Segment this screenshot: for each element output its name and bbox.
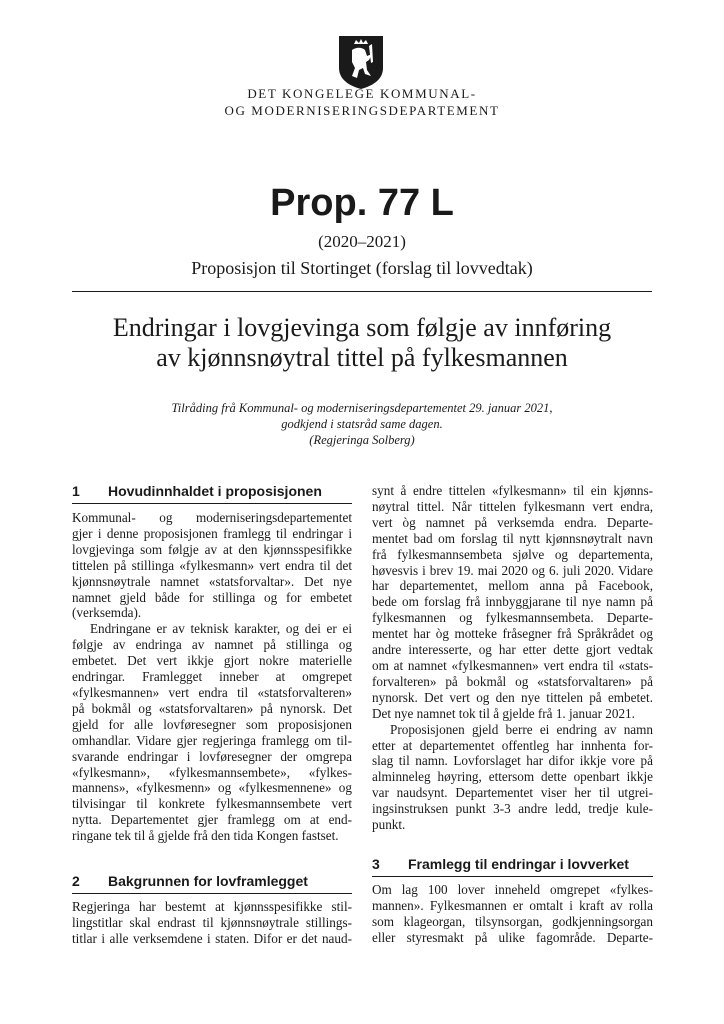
text-line: Regjeringa har bestemt at kjønnsspesifikke stil- <box>72 899 352 914</box>
section-1-body <box>72 510 352 844</box>
text-line: nynorsk. Det vert og den nye tittelen på embetet. <box>372 689 653 705</box>
text-line: svarande endringar i lovføresegner der omgrepa <box>72 748 352 764</box>
section-2-title: Bakgrunnen for lovframlegget <box>108 873 308 889</box>
section-2-body-continued <box>372 483 653 833</box>
text-line: frå fylkesmannsembeta sjølve og departementa, <box>372 546 653 562</box>
section-1-number: 1 <box>72 483 80 499</box>
text-line: etter at departementet offentleg har innhenta for- <box>372 737 653 753</box>
text-line: nytta. Departementet gjer framlegg om at end- <box>72 812 352 828</box>
text-line: endringar. Framlegget inneber at omgrepet <box>72 669 352 685</box>
section-2-heading <box>72 873 352 891</box>
text-line: titlar i alle verksemdene i staten. Difor er det naud- <box>72 930 352 946</box>
text-line: var naudsynt. Departementet viser her til utgrei- <box>372 785 653 801</box>
text-line: Proposisjonen gjeld berre ei endring av namn <box>390 721 653 737</box>
text-line: lingstitlar skal endrast til kjønnsnøytrale stillings- <box>72 914 352 930</box>
text-line: tittelen på stillinga «fylkesmann» vert endra til det <box>72 557 352 573</box>
section-2-number: 2 <box>72 873 80 889</box>
text-line: embetet. Det vert ikkje gjort nokre materielle <box>72 653 352 669</box>
text-line: andre interesserte, og har etter dette gjort vedtak <box>372 642 653 658</box>
department-name-line-1: DET KONGELEGE KOMMUNAL- <box>247 86 477 101</box>
text-line: på bokmål og «statsforvaltaren» på nynorsk. Det <box>72 700 352 716</box>
text-line: «fylkesmannen» vert endra til «statsforvalteren» <box>72 684 352 700</box>
text-line: lovgjevinga som følgje av at den kjønnsspesifikke <box>72 541 352 557</box>
section-1-title: Hovudinnhaldet i proposisjonen <box>108 483 322 499</box>
section-2-body-start <box>72 899 352 949</box>
title-divider <box>72 291 652 292</box>
text-line: om at namnet «fylkesmannen» vert endra til «stats- <box>372 657 653 673</box>
meta-line-1: Tilråding frå Kommunal- og moderniseringsdepartementet 29. januar 2021, <box>171 401 553 415</box>
text-line: forvalteren» på bokmål og «statsforvaltaren» på <box>372 673 653 689</box>
text-line: har departementet, mellom anna på Facebook, <box>372 578 653 594</box>
meta-line-2: godkjend i statsråd same dagen. <box>281 417 443 431</box>
text-line: mentet har òg motteke fråsegner frå Språkrådet og <box>372 626 653 642</box>
text-line: fylkesmannen og fylkesmannsembeta. Departe- <box>372 610 653 626</box>
text-line: punkt. <box>372 817 406 833</box>
text-line: vert òg namnet på verksemda endra. Departe- <box>372 514 653 530</box>
document-title <box>60 313 664 373</box>
section-3-number: 3 <box>372 856 380 872</box>
text-line: mentet bad om forslag til nytt kjønnsnøytralt navn <box>372 530 653 546</box>
text-line: gjeld for alle lovføresegner som proposisjonen <box>72 716 352 732</box>
text-line: namnet gjeld både for stillinga og for embetet <box>72 589 352 605</box>
text-line: tilvisingar til konkrete fylkesmannsembete vert <box>72 796 352 812</box>
section-3-heading <box>372 856 653 874</box>
proposition-subtitle: Proposisjon til Stortinget (forslag til lovvedtak) <box>191 258 533 278</box>
text-line: (verksemda). <box>72 605 142 621</box>
text-line: mannen». Fylkesmannen er omtalt i kraft av rolla <box>372 897 653 913</box>
section-1-heading <box>72 483 352 501</box>
text-line: mannens», «fylkesmenn» og «fylkesmennene» og <box>72 780 352 796</box>
text-line: «fylkesmann», «fylkesmannsembete», «fylkes- <box>72 764 352 780</box>
section-3-body <box>372 882 653 946</box>
proposition-title: Prop. 77 L <box>270 182 454 224</box>
document-title-line-2: av kjønnsnøytral tittel på fylkesmannen <box>156 343 568 372</box>
text-line: Kommunal- og moderniseringsdepartementet <box>72 510 352 525</box>
coat-of-arms-logo <box>336 32 386 90</box>
text-line: synt å endre tittelen «fylkesmann» til ein kjønns- <box>372 483 653 498</box>
document-title-line-1: Endringar i lovgjevinga som følgje av innføring <box>112 313 612 342</box>
text-line: ingsinstruksen punkt 3-3 andre ledd, tredje kule- <box>372 801 653 817</box>
text-line: eller styresmakt på ulike fagområde. Departe- <box>372 929 653 945</box>
text-line: følgje av endringa av namnet på stillinga og <box>72 637 352 653</box>
text-line: kjønnsnøytrale namnet «statsforvaltar». Det nye <box>72 573 352 589</box>
text-line: omhandlar. Vidare gjer regjeringa framlegg om til- <box>72 732 352 748</box>
text-line: ringane tek til å gjelde frå den tida Kongen fastset. <box>72 828 339 844</box>
text-line: høvesvis i brev 19. mai 2020 og 6. juli 2020. Vidare <box>372 562 653 578</box>
section-2-rule <box>72 893 352 894</box>
text-line: alminneleg høyring, ettersom dette openbart ikkje <box>372 769 653 785</box>
text-line: nøytral tittel. Når tittelen fylkesmann vert endra, <box>372 498 653 514</box>
meta-line-3: (Regjeringa Solberg) <box>309 433 415 447</box>
department-name-line-2: OG MODERNISERINGSDEPARTEMENT <box>224 103 500 118</box>
proposition-years: (2020–2021) <box>318 232 406 251</box>
text-line: bede om forslag frå innbyggjarane til nye namn på <box>372 594 653 610</box>
text-line: som klageorgan, tilsynsorgan, godkjenningsorgan <box>372 913 653 929</box>
section-3-title: Framlegg til endringar i lovverket <box>408 856 629 872</box>
section-1-rule <box>72 503 352 504</box>
text-line: slag til namn. Lovforslaget har difor ikkje vore på <box>372 753 653 769</box>
recommendation-meta <box>100 400 624 448</box>
text-line: gjer i denne proposisjonen framlegg til endringar i <box>72 525 352 541</box>
text-line: Det nye namnet tok til å gjelde frå 1. januar 2021. <box>372 705 635 721</box>
text-line: Endringane er av teknisk karakter, og dei er ei <box>90 621 352 637</box>
text-line: Om lag 100 lover inneheld omgrepet «fylkes- <box>372 882 653 897</box>
section-3-rule <box>372 876 653 877</box>
